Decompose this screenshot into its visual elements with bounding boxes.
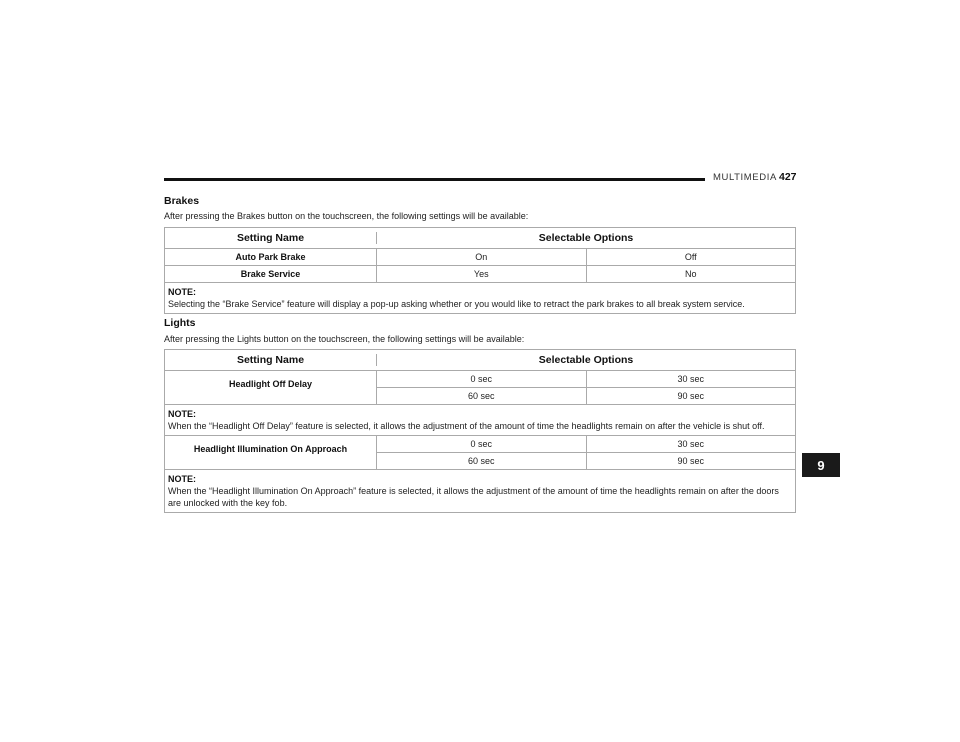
setting-group [165, 435, 795, 469]
option-grid [376, 371, 795, 404]
brakes-table [164, 227, 796, 314]
option-grid [376, 436, 795, 469]
setting-name: Auto Park Brake [235, 252, 306, 262]
setting-group [165, 370, 795, 404]
note-label: NOTE: [168, 474, 196, 484]
note-text: When the “Headlight Illumination On Approach” feature is selected, it allows the adjustment of the amount of time the headlights remain on after the doors are unlocked with the key fob. [168, 486, 779, 508]
option-value: 30 sec [586, 371, 796, 387]
setting-name: Brake Service [240, 269, 301, 279]
note-text: Selecting the “Brake Service” feature will display a pop-up asking whether or you would like to retract the park brakes to all break system service. [168, 299, 745, 309]
brakes-note [165, 282, 795, 313]
lights-table-header [165, 350, 795, 370]
option-value: Off [586, 249, 796, 265]
headlight-off-delay-note [165, 404, 795, 435]
brakes-table-header [165, 228, 795, 248]
lights-col-selectable-options: Selectable Options [376, 354, 795, 366]
lights-col-setting-name: Setting Name [236, 354, 305, 366]
option-value: 30 sec [586, 436, 796, 452]
chapter-tab: 9 [802, 453, 840, 477]
lights-table [164, 349, 796, 513]
brakes-heading: Brakes [164, 195, 200, 207]
option-value: 60 sec [467, 391, 495, 401]
option-value: 0 sec [470, 439, 492, 449]
header-rule [164, 178, 705, 181]
option-value: 0 sec [470, 374, 492, 384]
note-label: NOTE: [168, 409, 196, 419]
option-row [377, 452, 795, 469]
table-row [165, 265, 795, 282]
option-value: Yes [376, 266, 586, 282]
option-row [377, 436, 795, 452]
note-label: NOTE: [168, 287, 196, 297]
note-text: When the “Headlight Off Delay” feature is selected, it allows the adjustment of the amount of time the headlights remain on after the vehicle is shut off. [168, 421, 765, 431]
setting-name: Headlight Off Delay [228, 378, 312, 389]
option-value: 90 sec [586, 453, 796, 469]
option-value: On [376, 249, 586, 265]
section-name: MULTIMEDIA [713, 172, 777, 183]
brakes-intro: After pressing the Brakes button on the touchscreen, the following settings will be available: [164, 211, 529, 221]
headlight-illumination-note [165, 469, 795, 512]
lights-heading: Lights [164, 317, 196, 329]
brakes-col-setting-name: Setting Name [236, 232, 305, 244]
brakes-col-selectable-options: Selectable Options [376, 232, 795, 244]
page-number: 427 [779, 171, 797, 183]
option-value: 60 sec [467, 456, 495, 466]
table-row [165, 248, 795, 265]
option-value: No [586, 266, 796, 282]
option-row [377, 371, 795, 387]
option-value: 90 sec [586, 388, 796, 404]
option-row [377, 387, 795, 404]
lights-intro: After pressing the Lights button on the touchscreen, the following settings will be available: [164, 334, 525, 344]
setting-name: Headlight Illumination On Approach [193, 443, 348, 454]
